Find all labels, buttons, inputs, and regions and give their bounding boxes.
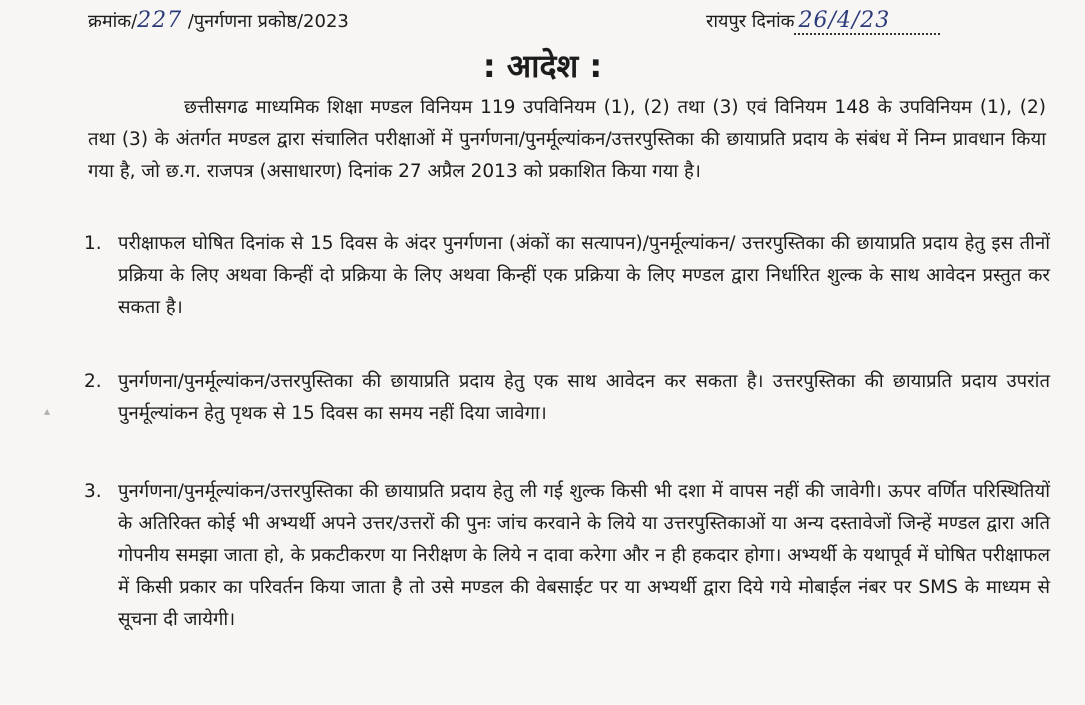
date-field xyxy=(794,8,940,35)
order-title: : आदेश : xyxy=(482,47,603,85)
item-number: 2. xyxy=(84,371,102,392)
item-text: पुनर्गणना/पुनर्मूल्यांकन/उत्तरपुस्तिका की छायाप्रति प्रदाय हेतु ली गई शुल्क किसी भी दशा में वापस नहीं की जावेगी। ऊपर वर्णित परिस्थितियों के अतिरिक्त कोई भी अभ्यर्थी अपने उत्तर/उत्तरों की पुनः जांच करवाने के लिये या उत्तरपुस्तिकाओं या अन्य दस्तावेजों जिन्हें मण्डल द्वारा अति गोपनीय समझा जाता हो, के प्रकटीकरण या निरीक्षण के लिये न दावा करेगा और न ही हकदार होगा। अभ्यर्थी के यथापूर्व में घोषित परीक्षाफल में किसी प्रकार का परिवर्तन किया जाता है तो उसे मण्डल की वेबसाईट पर या अभ्यर्थी द्वारा दिये गये मोबाईल नंबर पर SMS के माध्यम से सूचना दी जायेगी। xyxy=(118,481,1050,630)
item-text: परीक्षाफल घोषित दिनांक से 15 दिवस के अंदर पुनर्गणना (अंकों का सत्यापन)/पुनर्मूल्यांकन/ उत्तरपुस्तिका की छायाप्रति प्रदाय हेतु इस तीनों प्रक्रिया के लिए अथवा किन्हीं दो प्रक्रिया के लिए अथवा किन्हीं एक प्रक्रिया के लिए मण्डल द्वारा निर्धारित शुल्क के साथ आवेदन प्रस्तुत कर सकता है। xyxy=(118,233,1050,318)
reference-suffix: /पुनर्गणना प्रकोष्ठ/2023 xyxy=(182,11,349,32)
place-date-label: रायपुर दिनांक xyxy=(706,11,795,32)
handwritten-date: 26/4/23 xyxy=(798,8,891,33)
list-item xyxy=(84,476,1050,636)
place-date-line xyxy=(706,8,940,35)
list-item xyxy=(84,366,1050,430)
handwritten-reference-number: 227 xyxy=(137,8,183,33)
reference-prefix: क्रमांक/ xyxy=(88,11,138,32)
reference-line xyxy=(88,8,349,33)
item-number: 3. xyxy=(84,481,102,502)
list-item xyxy=(84,228,1050,324)
scan-speck-mark: ▴ xyxy=(44,404,51,418)
item-text: पुनर्गणना/पुनर्मूल्यांकन/उत्तरपुस्तिका की छायाप्रति प्रदाय हेतु एक साथ आवेदन कर सकता है। उत्तरपुस्तिका की छायाप्रति प्रदाय उपरांत पुनर्मूल्यांकन हेतु पृथक से 15 दिवस का समय नहीं दिया जावेगा। xyxy=(118,371,1050,424)
item-number: 1. xyxy=(84,233,102,254)
intro-paragraph: छत्तीसगढ माध्यमिक शिक्षा मण्डल विनियम 119 उपविनियम (1), (2) तथा (3) एवं विनियम 148 के उपविनियम (1), (2) तथा (3) के अंतर्गत मण्डल द्वारा संचालित परीक्षाओं में पुनर्गणना/पुनर्मूल्यांकन/उत्तरपुस्तिका की छायाप्रति प्रदाय के संबंध में निम्न प्रावधान किया गया है, जो छ.ग. राजपत्र (असाधारण) दिनांक 27 अप्रैल 2013 को प्रकाशित किया गया है। xyxy=(88,97,1046,182)
